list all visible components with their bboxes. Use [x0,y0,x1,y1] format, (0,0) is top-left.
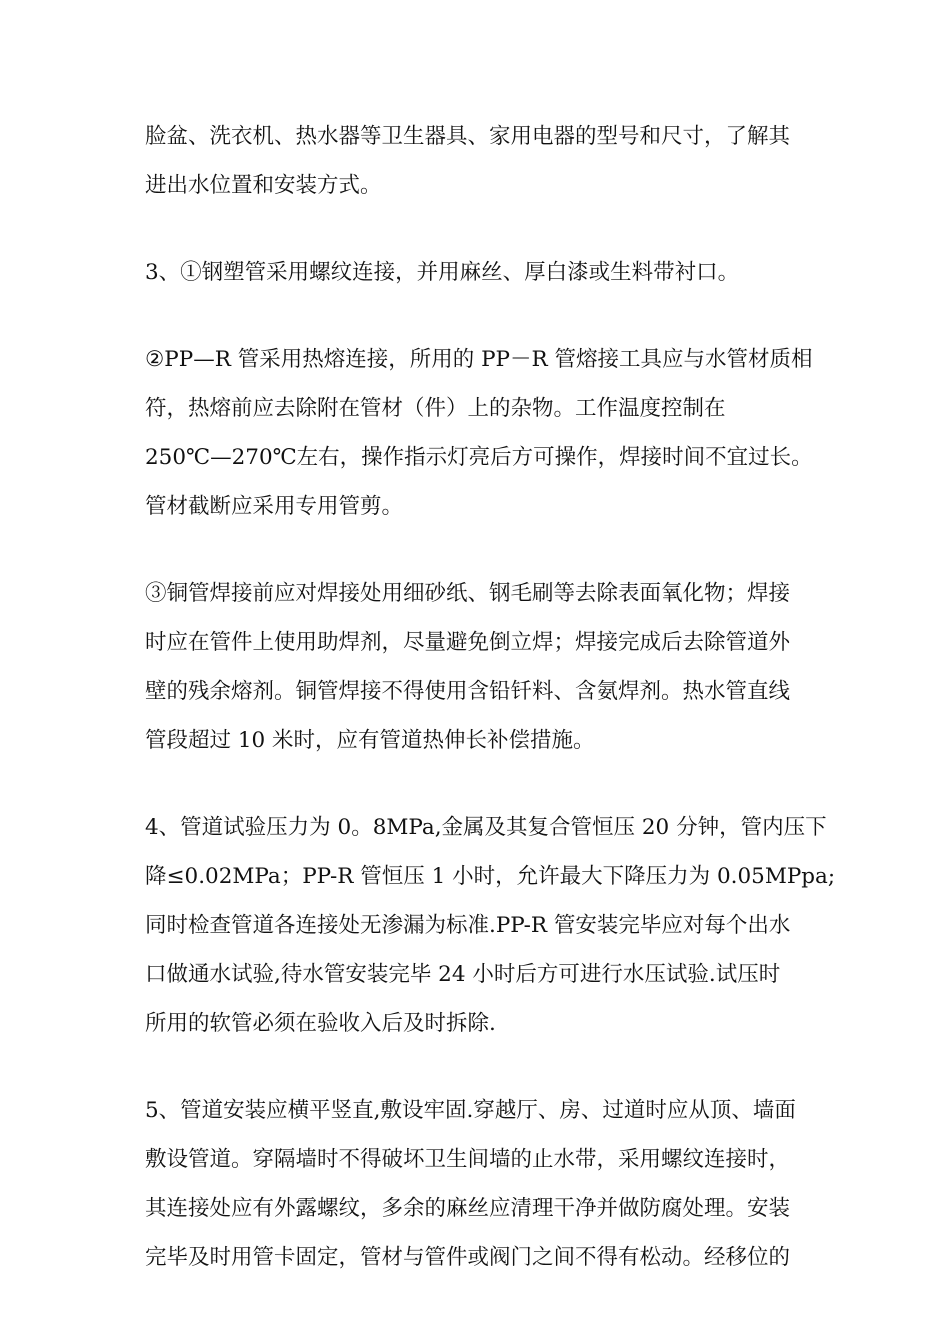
paragraph-item-4-pressure-test [145,803,836,1048]
text-line: 管段超过 10 米时，应有管道热伸长补偿措施。 [145,728,595,753]
text-line: 时应在管件上使用助焊剂，尽量避免倒立焊；焊接完成后去除管道外 [145,630,791,655]
paragraph-copper-welding [145,569,821,765]
text-line: 所用的软管必须在验收入后及时拆除. [145,1011,496,1036]
paragraph-ppr-hot-melt [145,335,821,531]
text-line: ③铜管焊接前应对焊接处用细砂纸、钢毛刷等去除表面氧化物；焊接 [145,581,791,606]
text-line: 壁的残余熔剂。铜管焊接不得使用含铅钎料、含氨焊剂。热水管直线 [145,679,791,704]
text-line: ②PP—R 管采用热熔连接，所用的 PP－R 管熔接工具应与水管材质相 [145,347,813,372]
paragraph-item-3-steel-plastic [145,248,821,297]
text-line: 口做通水试验,待水管安装完毕 24 小时后方可进行水压试验.试压时 [145,962,781,987]
paragraph-item-5-pipe-installation [145,1086,821,1282]
text-line: 其连接处应有外露螺纹，多余的麻丝应清理干净并做防腐处理。安装 [145,1196,791,1221]
text-line: 5、管道安装应横平竖直,敷设牢固.穿越厅、房、过道时应从顶、墙面 [145,1098,796,1123]
text-line: 敷设管道。穿隔墙时不得破坏卫生间墙的止水带，采用螺纹连接时， [145,1147,791,1172]
text-line: 符，热熔前应去除附在管材（件）上的杂物。工作温度控制在 [145,396,726,421]
text-line: 脸盆、洗衣机、热水器等卫生器具、家用电器的型号和尺寸，了解其 [145,124,791,149]
text-line: 完毕及时用管卡固定，管材与管件或阀门之间不得有松动。经移位的 [145,1245,791,1270]
text-line: 3、①钢塑管采用螺纹连接，并用麻丝、厚白漆或生料带衬口。 [145,260,740,285]
text-line: 降≤0.02MPa；PP-R 管恒压 1 小时，允许最大下降压力为 0.05MPpa; [145,864,836,889]
text-line: 250℃—270℃左右，操作指示灯亮后方可操作，焊接时间不宜过长。 [145,445,813,470]
text-line: 4、管道试验压力为 0。8MPa,金属及其复合管恒压 20 分钟，管内压下 [145,815,827,840]
document-body [145,112,836,1282]
paragraph-fixture-sizes [145,112,821,210]
text-line: 同时检查管道各连接处无渗漏为标准.PP-R 管安装完毕应对每个出水 [145,913,791,938]
text-line: 进出水位置和安装方式。 [145,173,382,198]
text-line: 管材截断应采用专用管剪。 [145,494,404,519]
